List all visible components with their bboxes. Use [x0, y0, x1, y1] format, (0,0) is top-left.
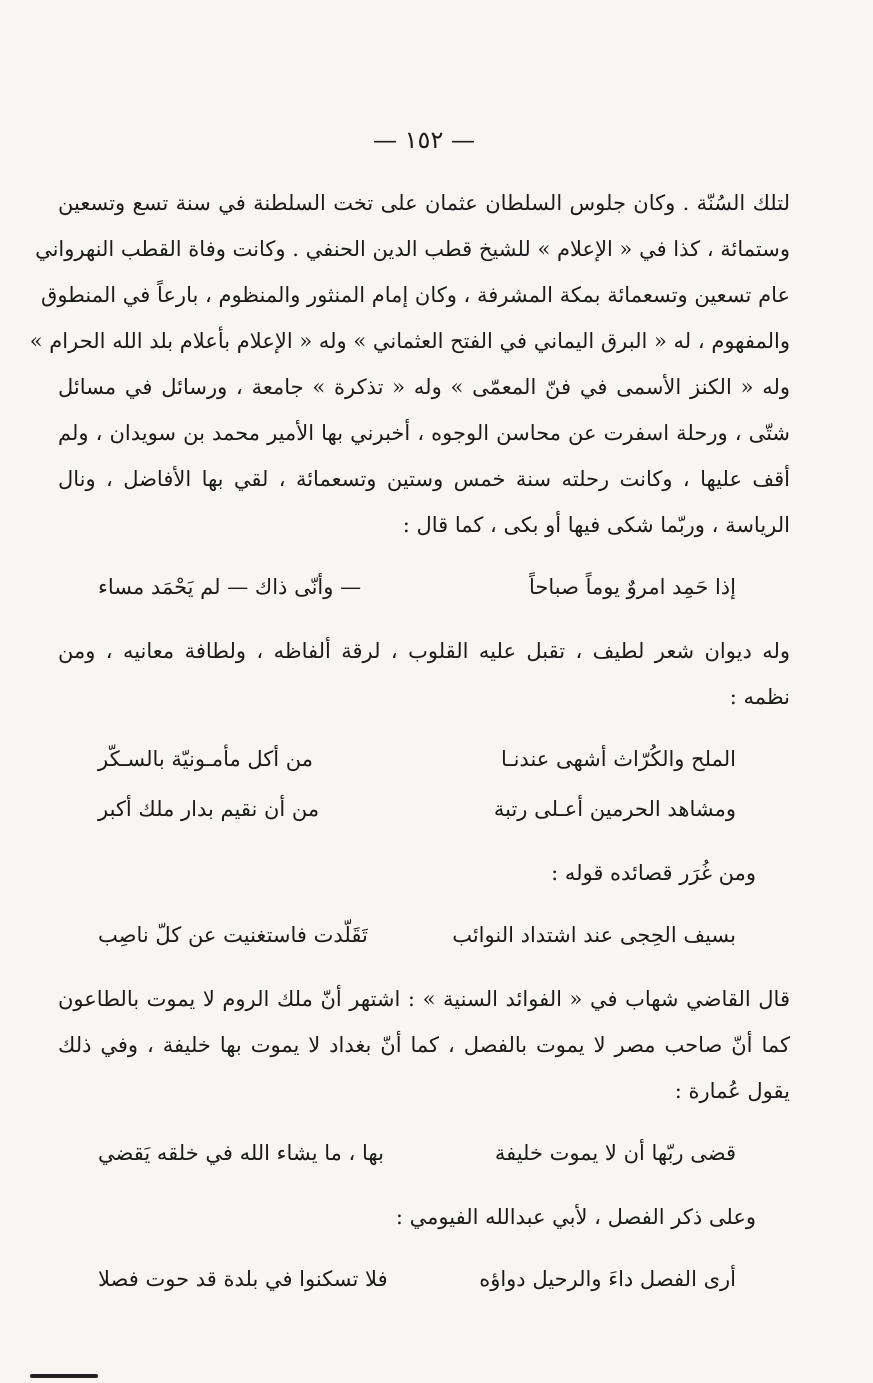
page-number: — ١٥٢ —	[373, 126, 475, 154]
verse-line	[58, 784, 790, 834]
verse-second-hemistich: — وأنّى ذاك — لم يَحْمَد مساء	[98, 575, 362, 599]
text-line: وله ديوان شعر لطيف ، تقبل عليه القلوب ، لرقة ألفاظه ، ولطافة معانيه ، ومن	[58, 639, 790, 663]
text-line: كما أنّ صاحب مصر لا يموت بالفصل ، كما أنّ بغداد لا يموت بها خليفة ، وفي ذلك	[58, 1033, 790, 1057]
verse-first-hemistich: الملح والكُرّاث أشهى عندنـا	[501, 747, 736, 771]
verse-first-hemistich: بسيف الحِجى عند اشتداد النوائب	[452, 923, 736, 947]
verse-second-hemistich: من أن نقيم بدار ملك أكبر	[98, 797, 320, 821]
verse-line	[58, 1254, 790, 1304]
verse-second-hemistich: من أكل مأمـونيّة بالسـكّر	[98, 747, 314, 771]
text-line: أقف عليها ، وكانت رحلته سنة خمس وستين وتسعمائة ، لقي بها الأفاضل ، ونال	[58, 467, 790, 491]
text-line: شتّى ، ورحلة اسفرت عن محاسن الوجوه ، أخبرني بها الأمير محمد بن سويدان ، ولم	[58, 421, 790, 445]
paragraph-sultan-uthman	[29, 180, 790, 548]
intro-line-qasida: ومن غُرَر قصائده قوله :	[551, 861, 756, 885]
poem-verse-1	[58, 562, 790, 612]
text-line: لتلك السُنّة . وكان جلوس السلطان عثمان على تخت السلطنة في سنة تسع وتسعين	[58, 191, 790, 215]
verse-second-hemistich: تَقَلّدت فاستغنيت عن كلّ ناصِب	[98, 923, 368, 947]
text-line: يقول عُمارة :	[674, 1079, 790, 1103]
intro-line-fayyumi: وعلى ذكر الفصل ، لأبي عبدالله الفيومي :	[395, 1205, 756, 1229]
text-line: وستمائة ، كذا في « الإعلام » للشيخ قطب الدين الحنفي . وكانت وفاة القطب النهرواني	[35, 237, 790, 261]
verse-second-hemistich: بها ، ما يشاء الله في خلقه يَقضي	[98, 1141, 384, 1165]
verse-line	[58, 910, 790, 960]
verse-line	[58, 734, 790, 784]
text-line: قال القاضي شهاب في « الفوائد السنية » : اشتهر أنّ ملك الروم لا يموت بالطاعون	[58, 987, 790, 1011]
verse-first-hemistich: ومشاهد الحرمين أعـلى رتبة	[493, 797, 736, 821]
poem-verse-4	[58, 1128, 790, 1178]
verse-line	[58, 562, 790, 612]
poem-verse-3	[58, 910, 790, 960]
text-line: نظمه :	[729, 685, 790, 709]
scan-edge-mark	[30, 1374, 98, 1378]
poem-verse-2	[58, 734, 790, 834]
verse-line	[58, 1128, 790, 1178]
verse-second-hemistich: فلا تسكنوا في بلدة قد حوت فصلا	[98, 1267, 388, 1291]
text-line: عام تسعين وتسعمائة بمكة المشرفة ، وكان إمام المنثور والمنظوم ، بارعاً في المنطوق	[41, 283, 790, 307]
text-line: وله « الكنز الأسمى في فنّ المعمّى » وله « تذكرة » جامعة ، ورسائل في مسائل	[58, 375, 790, 399]
paragraph-qadi-shihab	[58, 976, 790, 1114]
text-line: والمفهوم ، له « البرق اليماني في الفتح العثماني » وله « الإعلام بأعلام بلد الله الحرام »	[29, 329, 790, 353]
verse-first-hemistich: إذا حَمِد امروٌ يوماً صباحاً	[529, 575, 736, 599]
verse-first-hemistich: قضى ربّها أن لا يموت خليفة	[494, 1141, 736, 1165]
poem-verse-5	[58, 1254, 790, 1304]
text-line: الرياسة ، وربّما شكى فيها أو بكى ، كما قال :	[402, 513, 790, 537]
paragraph-diwan	[58, 628, 790, 720]
book-page	[29, 118, 790, 1320]
verse-first-hemistich: أرى الفصل داءَ والرحيل دواؤه	[479, 1267, 736, 1291]
